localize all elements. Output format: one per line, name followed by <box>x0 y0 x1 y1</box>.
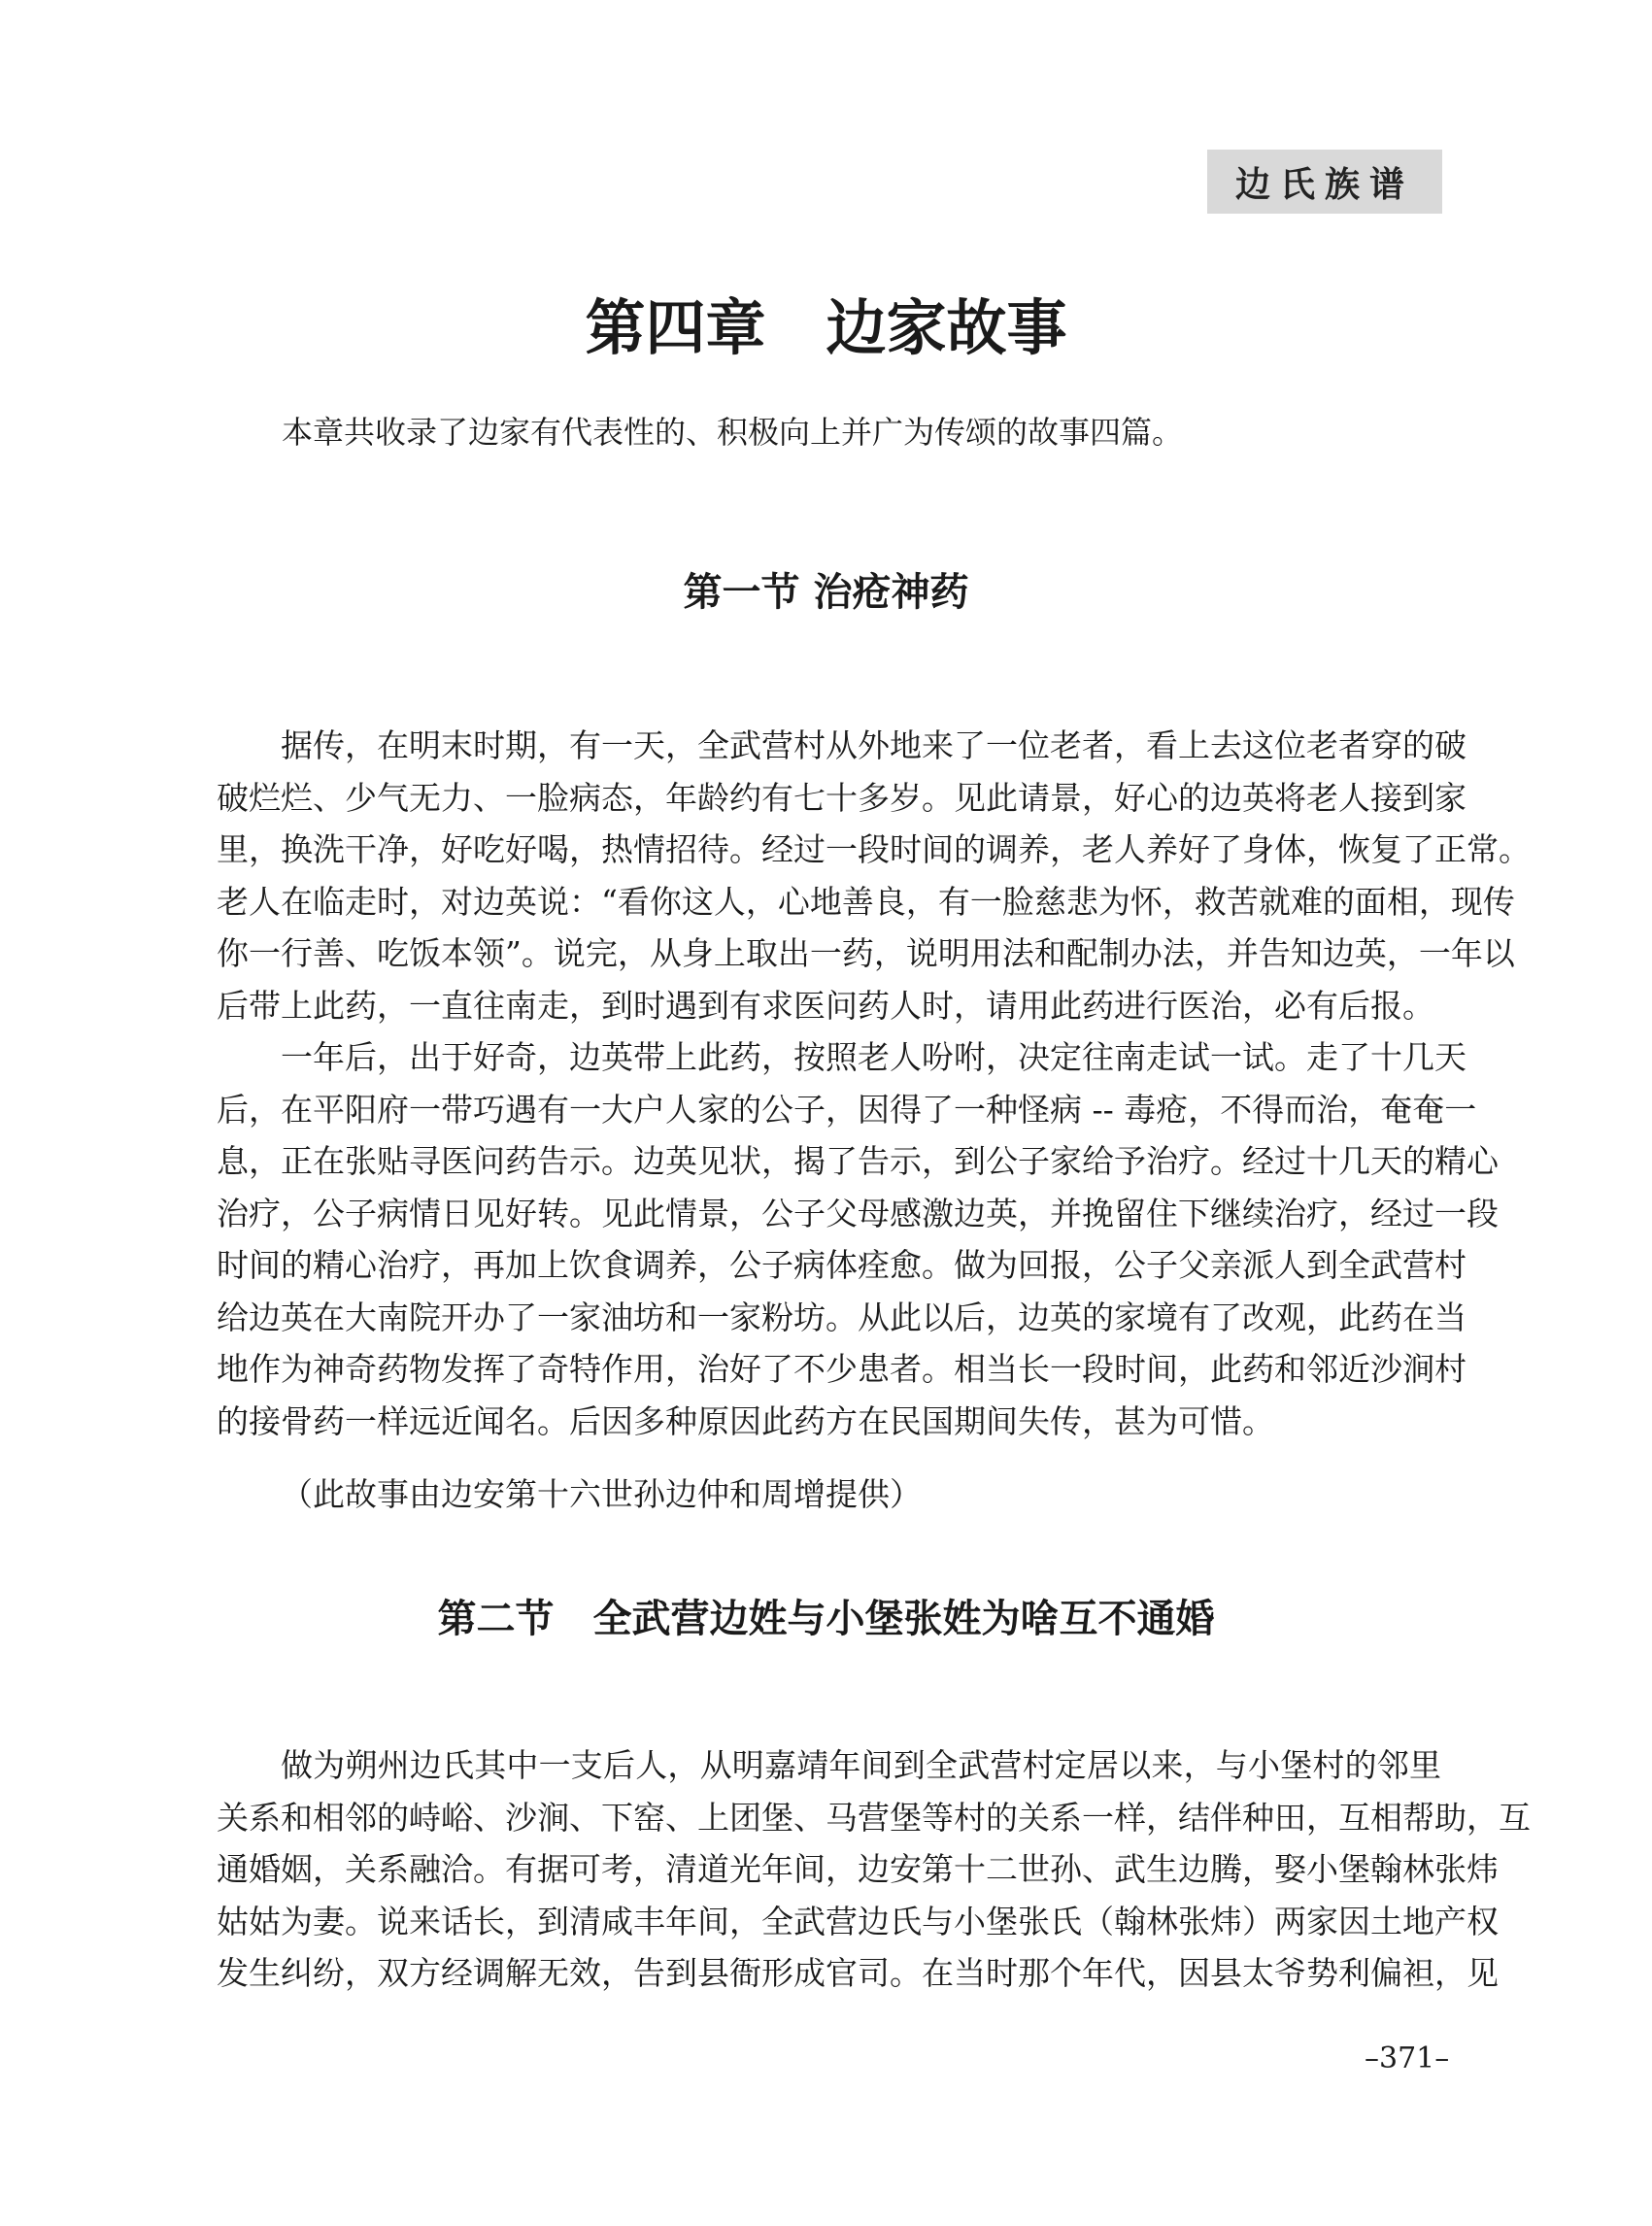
section-1-paragraph-1 <box>217 720 1531 1447</box>
section-2-title: 第二节 全武营边姓与小堡张姓为啥互不通婚 <box>437 1597 1215 1641</box>
text-line: 发生纠纷，双方经调解无效，告到县衙形成官司。在当时那个年代，因县太爷势利偏袒，见 <box>217 1954 1499 1992</box>
text-line: 破烂烂、少气无力、一脸病态，年龄约有七十多岁。见此请景，好心的边英将老人接到家 <box>217 778 1467 817</box>
text-line: 地作为神奇药物发挥了奇特作用，治好了不少患者。相当长一段时间，此药和邻近沙涧村 <box>217 1350 1467 1388</box>
page-number: –371– <box>1365 2041 1450 2075</box>
text-line: 你一行善、吃饭本领”。说完，从身上取出一药，说明用法和配制办法，并告知边英，一年以 <box>217 934 1515 972</box>
chapter-title: 第四章 边家故事 <box>585 292 1067 363</box>
section-1-title: 第一节 治疮神药 <box>683 570 969 615</box>
text-line: 给边英在大南院开办了一家油坊和一家粉坊。从此以后，边英的家境有了改观，此药在当 <box>217 1298 1467 1336</box>
text-line: 姑姑为妻。说来话长，到清咸丰年间，全武营边氏与小堡张氏（翰林张炜）两家因土地产权 <box>217 1902 1499 1940</box>
text-line: 一年后，出于好奇，边英带上此药，按照老人吩咐，决定往南走试一试。走了十几天 <box>281 1038 1467 1076</box>
text-line: 老人在临走时，对边英说：“看你这人，心地善良，有一脸慈悲为怀，救苦就难的面相，现传 <box>217 882 1515 921</box>
text-line: 做为朔州边氏其中一支后人，从明嘉靖年间到全武营村定居以来，与小堡村的邻里 <box>281 1746 1441 1784</box>
text-line: 通婚姻，关系融洽。有据可考，清道光年间，边安第十二世孙、武生边腾，娶小堡翰林张炜 <box>217 1850 1499 1888</box>
text-line: 的接骨药一样远近闻名。后因多种原因此药方在民国期间失传，甚为可惜。 <box>217 1401 1274 1440</box>
text-line: 关系和相邻的峙峪、沙涧、下窑、上团堡、马营堡等村的关系一样，结伴种田，互相帮助，互 <box>217 1798 1531 1837</box>
text-line: 里，换洗干净，好吃好喝，热情招待。经过一段时间的调养，老人养好了身体，恢复了正常。 <box>217 830 1531 868</box>
text-line: 息，正在张贴寻医问药告示。边英见状，揭了告示，到公子家给予治疗。经过十几天的精心 <box>217 1142 1499 1180</box>
text-line: 时间的精心治疗，再加上饮食调养，公子病体痊愈。做为回报，公子父亲派人到全武营村 <box>217 1246 1467 1284</box>
text-line: 后，在平阳府一带巧遇有一大户人家的公子，因得了一种怪病 -- 毒疮，不得而治，奄奄一 <box>217 1090 1477 1129</box>
story-credit: （此故事由边安第十六世孙边仲和周增提供） <box>281 1475 922 1513</box>
chapter-intro: 本章共收录了边家有代表性的、积极向上并广为传颂的故事四篇。 <box>282 414 1184 451</box>
section-2-paragraph-1 <box>217 1739 1531 2000</box>
running-header-badge: 边氏族谱 <box>1207 150 1442 214</box>
text-line: 后带上此药，一直往南走，到时遇到有求医问药人时，请用此药进行医治，必有后报。 <box>217 986 1434 1025</box>
text-line: 治疗，公子病情日见好转。见此情景，公子父母感激边英，并挽留住下继续治疗，经过一段 <box>217 1194 1499 1232</box>
text-line: 据传，在明末时期，有一天，全武营村从外地来了一位老者，看上去这位老者穿的破 <box>281 726 1467 764</box>
